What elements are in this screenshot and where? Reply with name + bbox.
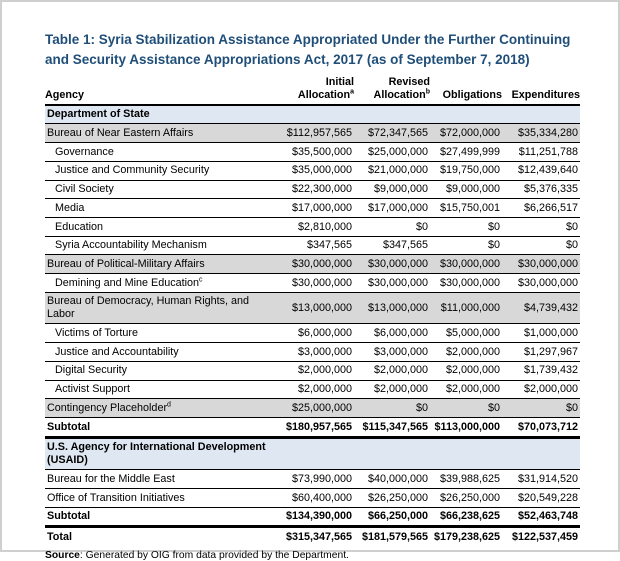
row-label: Digital Security xyxy=(45,361,278,380)
row-value: $347,565 xyxy=(354,236,430,255)
row-value xyxy=(502,437,580,469)
row-label: Bureau of Democracy, Human Rights, and Labor xyxy=(45,292,278,323)
row-value xyxy=(502,105,580,124)
row-label: Subtotal xyxy=(45,507,278,527)
footnote-marker-d: d xyxy=(167,401,171,409)
row-value: $2,000,000 xyxy=(354,380,430,399)
row-value xyxy=(278,437,354,469)
row-label: Demining and Mine Education$^c$ xyxy=(45,274,278,293)
row-value: $0 xyxy=(430,218,502,237)
row-value: $6,000,000 xyxy=(354,324,430,343)
row-value: $115,347,565 xyxy=(354,418,430,438)
table-row xyxy=(45,105,580,124)
table-body xyxy=(45,105,580,547)
table-row xyxy=(45,143,580,162)
table-row xyxy=(45,199,580,218)
table-container xyxy=(2,2,618,561)
row-value: $3,000,000 xyxy=(354,343,430,362)
row-value: $30,000,000 xyxy=(278,255,354,274)
row-value: $9,000,000 xyxy=(354,180,430,199)
footnote-marker-c: c xyxy=(199,276,203,284)
row-value: $35,500,000 xyxy=(278,143,354,162)
row-label: Bureau for the Middle East xyxy=(45,470,278,489)
row-value: $347,565 xyxy=(278,236,354,255)
col-header-expenditures: Expenditures xyxy=(502,76,580,104)
row-value: $13,000,000 xyxy=(278,292,354,323)
row-label: U.S. Agency for International Development (USAID) xyxy=(45,437,278,469)
row-value: $30,000,000 xyxy=(502,274,580,293)
row-value: $0 xyxy=(430,399,502,418)
table-row xyxy=(45,218,580,237)
table-row xyxy=(45,292,580,323)
row-value: $122,537,459 xyxy=(511,530,578,543)
row-label: Bureau of Political-Military Affairs xyxy=(45,255,278,274)
source-text: : Generated by OIG from data provided by the Department. xyxy=(79,550,349,561)
footnote-marker-a: a xyxy=(350,88,354,96)
row-value: $2,810,000 xyxy=(278,218,354,237)
row-label: Subtotal xyxy=(45,418,278,438)
row-value: $113,000,000 xyxy=(430,418,502,438)
row-label: Civil Society xyxy=(45,180,278,199)
row-value: $0 xyxy=(502,218,580,237)
table-row xyxy=(45,361,580,380)
row-value: $52,463,748 xyxy=(502,507,580,527)
row-value: $39,988,625 xyxy=(430,470,502,489)
row-value: $21,000,000 xyxy=(354,161,430,180)
source-label: Source xyxy=(45,550,80,561)
row-value: $2,000,000 xyxy=(278,361,354,380)
row-value: $179,238,625 xyxy=(433,530,500,543)
row-value xyxy=(354,437,430,469)
row-value: $4,739,432 xyxy=(502,292,580,323)
table-row xyxy=(45,255,580,274)
row-label: Department of State xyxy=(45,105,278,124)
table-row xyxy=(45,324,580,343)
row-value: $72,000,000 xyxy=(430,124,502,143)
row-value: $26,250,000 xyxy=(430,489,502,508)
row-label: Justice and Community Security xyxy=(45,161,278,180)
row-value: $31,914,520 xyxy=(502,470,580,489)
row-value: $3,000,000 xyxy=(278,343,354,362)
col-header-initial-allocation: Initial Allocation$^a$ xyxy=(278,76,354,104)
row-label: Victims of Torture xyxy=(45,324,278,343)
row-value: $27,499,999 xyxy=(430,143,502,162)
table-row xyxy=(45,274,580,293)
row-label: Office of Transition Initiatives xyxy=(45,489,278,508)
row-label: Justice and Accountability xyxy=(45,343,278,362)
row-value: $26,250,000 xyxy=(354,489,430,508)
table-row xyxy=(45,124,580,143)
row-value: $30,000,000 xyxy=(502,255,580,274)
table-row xyxy=(45,470,580,489)
row-value: $73,990,000 xyxy=(278,470,354,489)
row-label: Syria Accountability Mechanism xyxy=(45,236,278,255)
row-value: $0 xyxy=(354,218,430,237)
row-value: $0 xyxy=(430,236,502,255)
row-value: $6,266,517 xyxy=(502,199,580,218)
row-label: Contingency Placeholder$^d$ xyxy=(45,399,278,418)
row-value xyxy=(278,105,354,124)
row-value: $315,347,565 xyxy=(285,530,352,543)
row-label: Media xyxy=(45,199,278,218)
row-value: $25,000,000 xyxy=(354,143,430,162)
table-row xyxy=(45,399,580,418)
row-value: $25,000,000 xyxy=(278,399,354,418)
row-value: $72,347,565 xyxy=(354,124,430,143)
row-value: $30,000,000 xyxy=(430,255,502,274)
table-row xyxy=(45,527,580,546)
row-value xyxy=(354,105,430,124)
row-value: $1,739,432 xyxy=(502,361,580,380)
table-row xyxy=(45,507,580,527)
row-value: $22,300,000 xyxy=(278,180,354,199)
row-value: $70,073,712 xyxy=(502,418,580,438)
row-label: Bureau of Near Eastern Affairs xyxy=(45,124,278,143)
table-row xyxy=(45,236,580,255)
row-value: $180,957,565 xyxy=(278,418,354,438)
row-value: $2,000,000 xyxy=(278,380,354,399)
row-value: $0 xyxy=(354,399,430,418)
row-value: $17,000,000 xyxy=(354,199,430,218)
row-value: $181,579,565 xyxy=(361,530,428,543)
row-value: $13,000,000 xyxy=(354,292,430,323)
appropriations-table xyxy=(45,76,580,546)
header-row xyxy=(45,76,580,104)
row-value: $40,000,000 xyxy=(354,470,430,489)
row-value: $20,549,228 xyxy=(502,489,580,508)
row-value: $1,297,967 xyxy=(502,343,580,362)
col-header-agency: Agency xyxy=(45,76,278,104)
row-value: $60,400,000 xyxy=(278,489,354,508)
table-row xyxy=(45,380,580,399)
col-header-revised-allocation: Revised Allocation$^b$ xyxy=(354,76,430,104)
row-label: Total xyxy=(47,530,72,543)
table-row xyxy=(45,489,580,508)
table-row xyxy=(45,437,580,469)
row-value: $15,750,001 xyxy=(430,199,502,218)
row-value xyxy=(430,105,502,124)
row-label: Education xyxy=(45,218,278,237)
col-header-obligations: Obligations xyxy=(430,76,502,104)
table-row xyxy=(45,161,580,180)
row-value: $19,750,000 xyxy=(430,161,502,180)
row-value: $2,000,000 xyxy=(430,361,502,380)
row-value: $0 xyxy=(502,399,580,418)
row-value: $2,000,000 xyxy=(430,380,502,399)
row-value: $1,000,000 xyxy=(502,324,580,343)
footnote-marker-b: b xyxy=(425,88,430,96)
row-value: $30,000,000 xyxy=(278,274,354,293)
table-row xyxy=(45,418,580,438)
row-value: $35,334,280 xyxy=(502,124,580,143)
row-value: $0 xyxy=(502,236,580,255)
row-value: $17,000,000 xyxy=(278,199,354,218)
row-value: $5,000,000 xyxy=(430,324,502,343)
row-value xyxy=(430,437,502,469)
row-value: $5,376,335 xyxy=(502,180,580,199)
source-note xyxy=(45,550,580,561)
row-value: $2,000,000 xyxy=(354,361,430,380)
row-label: Governance xyxy=(45,143,278,162)
table-row xyxy=(45,180,580,199)
table-row xyxy=(45,343,580,362)
row-value: $112,957,565 xyxy=(278,124,354,143)
row-value: $134,390,000 xyxy=(278,507,354,527)
table-title: Table 1: Syria Stabilization Assistance Appropriated Under the Further Continuing and Security Assistance Appropriations Act, 2017 (as of September 7, 2018) xyxy=(45,32,571,67)
row-value: $30,000,000 xyxy=(354,255,430,274)
row-value: $9,000,000 xyxy=(430,180,502,199)
row-value: $66,238,625 xyxy=(430,507,502,527)
row-value: $12,439,640 xyxy=(502,161,580,180)
row-label: Activist Support xyxy=(45,380,278,399)
row-value: $11,000,000 xyxy=(430,292,502,323)
row-value: $11,251,788 xyxy=(502,143,580,162)
row-value: $30,000,000 xyxy=(430,274,502,293)
row-value: $2,000,000 xyxy=(430,343,502,362)
row-value: $2,000,000 xyxy=(502,380,580,399)
row-value: $30,000,000 xyxy=(354,274,430,293)
row-value: $35,000,000 xyxy=(278,161,354,180)
row-value: $66,250,000 xyxy=(354,507,430,527)
row-value: $6,000,000 xyxy=(278,324,354,343)
